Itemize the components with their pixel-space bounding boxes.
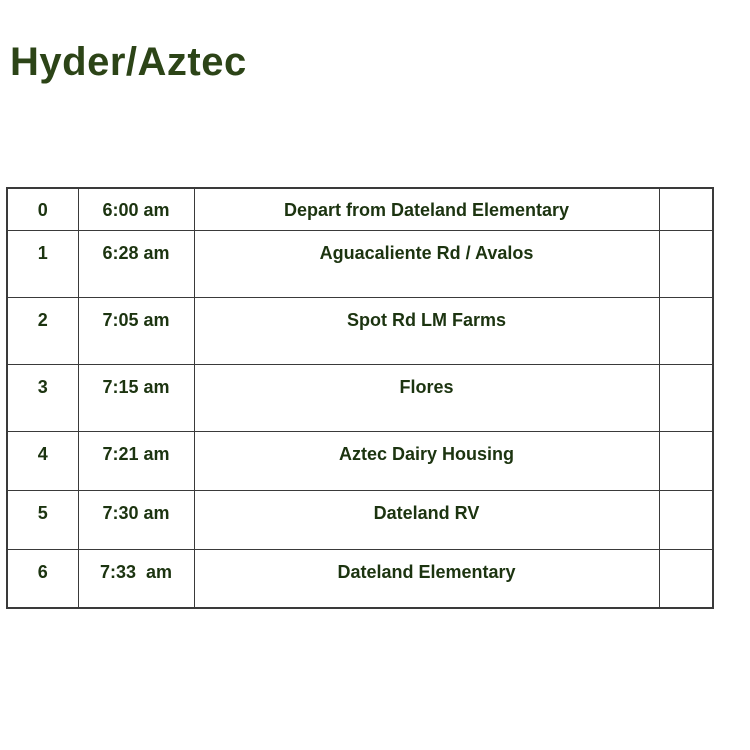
stop-number: 2 bbox=[7, 297, 78, 364]
empty-cell bbox=[659, 549, 713, 608]
stop-time: 6:28 am bbox=[78, 230, 194, 297]
stop-number: 1 bbox=[7, 230, 78, 297]
stop-location: Flores bbox=[194, 364, 659, 431]
empty-cell bbox=[659, 431, 713, 490]
stop-location: Dateland RV bbox=[194, 490, 659, 549]
stop-time: 7:30 am bbox=[78, 490, 194, 549]
table-row bbox=[7, 230, 713, 297]
empty-cell bbox=[659, 230, 713, 297]
table-row bbox=[7, 188, 713, 230]
empty-cell bbox=[659, 297, 713, 364]
empty-cell bbox=[659, 188, 713, 230]
stop-time: 7:33 am bbox=[78, 549, 194, 608]
stop-number: 5 bbox=[7, 490, 78, 549]
stop-time: 7:05 am bbox=[78, 297, 194, 364]
table-row bbox=[7, 364, 713, 431]
empty-cell bbox=[659, 364, 713, 431]
stop-time: 7:21 am bbox=[78, 431, 194, 490]
table-row bbox=[7, 431, 713, 490]
stop-location: Aguacaliente Rd / Avalos bbox=[194, 230, 659, 297]
stop-location: Spot Rd LM Farms bbox=[194, 297, 659, 364]
stop-time: 6:00 am bbox=[78, 188, 194, 230]
stop-number: 6 bbox=[7, 549, 78, 608]
table-row bbox=[7, 297, 713, 364]
empty-cell bbox=[659, 490, 713, 549]
stop-number: 0 bbox=[7, 188, 78, 230]
stop-location: Depart from Dateland Elementary bbox=[194, 188, 659, 230]
bus-schedule-table bbox=[6, 187, 714, 609]
stop-number: 3 bbox=[7, 364, 78, 431]
stop-number: 4 bbox=[7, 431, 78, 490]
stop-time: 7:15 am bbox=[78, 364, 194, 431]
table-row bbox=[7, 490, 713, 549]
stop-location: Aztec Dairy Housing bbox=[194, 431, 659, 490]
page-title: Hyder/Aztec bbox=[10, 40, 247, 84]
stop-location: Dateland Elementary bbox=[194, 549, 659, 608]
table-row bbox=[7, 549, 713, 608]
